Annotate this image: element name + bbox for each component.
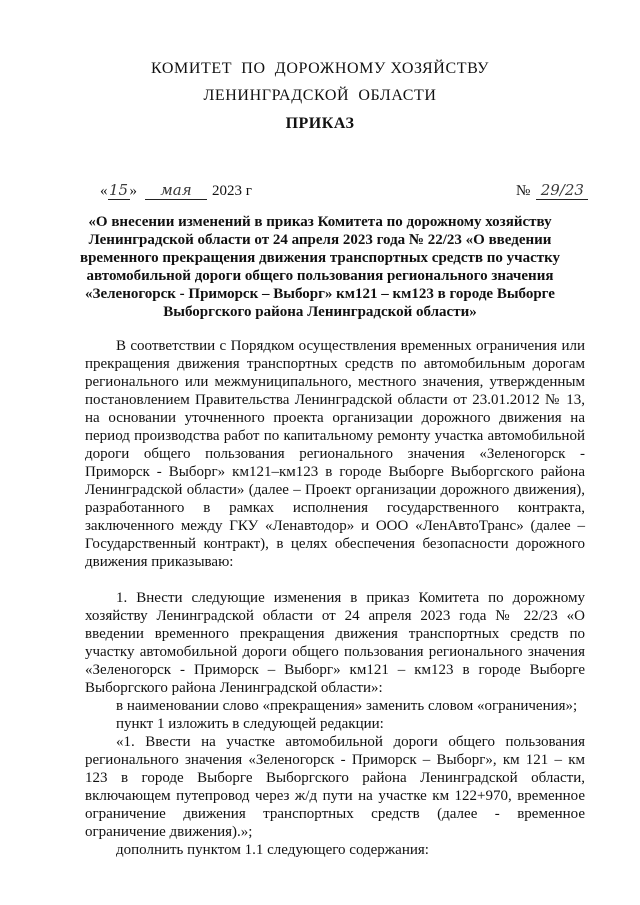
item1-line: введении временного прекращения движения транспортных средств по bbox=[85, 626, 585, 642]
preamble-line: Государственный контракт), в целях обеспечения безопасности дорожного bbox=[85, 536, 585, 552]
preamble-line: Приморск - Выборг» км121–км123 в городе Выборге Выборгского района bbox=[85, 464, 585, 480]
item1-line: регионального значения «Зеленогорск - Приморск – Выборг», км 121 – км bbox=[85, 752, 585, 768]
date-close-quote: » bbox=[129, 183, 137, 199]
date-open-quote: « bbox=[100, 183, 108, 199]
item1-line: 123 в городе Выборге Выборгского района Ленинградской области, bbox=[85, 770, 585, 786]
preamble-line: движения приказываю: bbox=[85, 554, 234, 570]
preamble-line: период производства работ по капитальному ремонту участка автомобильной bbox=[85, 428, 585, 444]
item1-line: 1. Внести следующие изменения в приказ Комитета по дорожному bbox=[116, 590, 585, 606]
item1-line: в наименовании слово «прекращения» заменить словом «ограничения»; bbox=[116, 698, 578, 714]
date-block bbox=[85, 163, 252, 218]
item1-line: ограничение движения транспортных средств (далее - временное bbox=[85, 806, 585, 822]
order-number-prefix: № bbox=[516, 183, 531, 199]
item1-line: «Зеленогорск - Приморск – Выборг» км121 – км123 в городе Выборге bbox=[85, 662, 585, 678]
item1-line: хозяйству Ленинградской области от 24 апреля 2023 года № 22/23 «О bbox=[85, 608, 585, 624]
item1-line: Выборгского района Ленинградской области»: bbox=[85, 680, 383, 696]
organization-name-line1: КОМИТЕТ ПО ДОРОЖНОМУ ХОЗЯЙСТВУ bbox=[150, 60, 490, 77]
date-year: 2023 г bbox=[212, 183, 252, 199]
order-number-block bbox=[501, 163, 588, 218]
preamble-line: постановлением Правительства Ленинградской области от 23.01.2012 № 13, bbox=[85, 392, 585, 408]
item1-line: включающем путепровод через ж/д пути на участке км 122+970, временное bbox=[85, 788, 585, 804]
title-line: временного прекращения движения транспортных средств по участку bbox=[79, 250, 561, 266]
document-type: ПРИКАЗ bbox=[285, 115, 355, 132]
date-month: мая bbox=[145, 181, 207, 200]
preamble-line: заключенного между ГКУ «Ленавтодор» и ООО «ЛенАвтоТранс» (далее – bbox=[85, 518, 585, 534]
preamble-line: прекращения движения транспортных средств по автомобильным дорогам bbox=[85, 356, 585, 372]
date-day: 15 bbox=[108, 181, 129, 199]
title-line: «Зеленогорск - Приморск – Выборг» км121 – км123 в городе Выборге bbox=[85, 286, 555, 302]
preamble-line: разработанного в рамках исполнения государственного контракта, bbox=[85, 500, 585, 516]
item1-line: дополнить пунктом 1.1 следующего содержания: bbox=[116, 842, 429, 858]
title-line: «О внесении изменений в приказ Комитета по дорожному хозяйству bbox=[88, 214, 552, 230]
title-line: Ленинградской области от 24 апреля 2023 года № 22/23 «О введении bbox=[88, 232, 552, 248]
title-line: Выборгского района Ленинградской области» bbox=[163, 304, 477, 320]
title-line: автомобильной дороги общего пользования регионального значения bbox=[86, 268, 554, 284]
order-number: 29/23 bbox=[536, 181, 588, 200]
item1-line: «1. Ввести на участке автомобильной дороги общего пользования bbox=[116, 734, 585, 750]
preamble-line: на основании уточненного проекта организации дорожного движения на bbox=[85, 410, 585, 426]
preamble-line: регионального или межмуниципального, местного значения, утвержденным bbox=[85, 374, 585, 390]
item1-line: ограничение движения).»; bbox=[85, 824, 253, 840]
organization-name-line2: ЛЕНИНГРАДСКОЙ ОБЛАСТИ bbox=[203, 87, 437, 104]
preamble-line: Ленинградской области» (далее – Проект организации дорожного движения), bbox=[85, 482, 585, 498]
preamble-line: В соответствии с Порядком осуществления временных ограничения или bbox=[116, 338, 585, 354]
item1-line: участку автомобильной дороги общего пользования регионального значения bbox=[85, 644, 585, 660]
item1-line: пункт 1 изложить в следующей редакции: bbox=[116, 716, 384, 732]
preamble-line: дороги общего пользования регионального значения «Зеленогорск - bbox=[85, 446, 585, 462]
